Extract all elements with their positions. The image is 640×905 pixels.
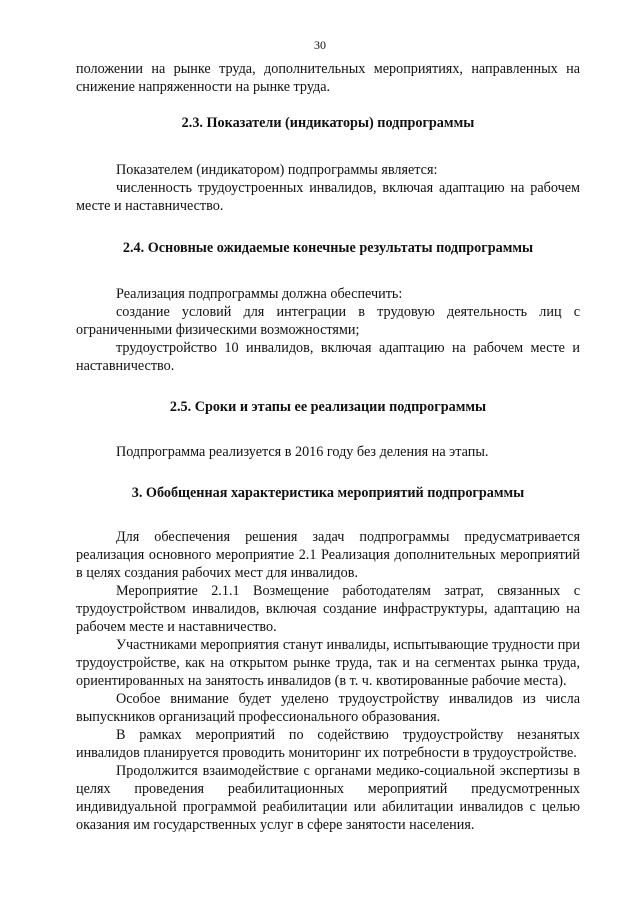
- paragraph: Мероприятие 2.1.1 Возмещение работодателям затрат, связанных с трудоустройством инвалидов, включая создание инфраструктуры, адаптацию на рабочем месте и наставничество.: [76, 583, 580, 635]
- document-body: [76, 60, 580, 834]
- section-heading-2-4: 2.4. Основные ожидаемые конечные результаты подпрограммы: [122, 240, 534, 256]
- paragraph: Подпрограмма реализуется в 2016 году без деления на этапы.: [116, 444, 489, 460]
- section-heading-2-3: 2.3. Показатели (индикаторы) подпрограммы: [181, 115, 475, 131]
- page-number: 30: [314, 38, 326, 52]
- section-heading-3: 3. Обобщенная характеристика мероприятий подпрограммы: [131, 485, 525, 501]
- paragraph: трудоустройство 10 инвалидов, включая адаптацию на рабочем месте и наставничество.: [76, 340, 580, 374]
- paragraph: Особое внимание будет уделено трудоустройству инвалидов из числа выпускников организаций профессионального образования.: [76, 691, 580, 725]
- paragraph: В рамках мероприятий по содействию трудоустройству незанятых инвалидов планируется проводить мониторинг их потребности в трудоустройстве.: [76, 727, 580, 761]
- paragraph: Реализация подпрограммы должна обеспечить:: [116, 286, 403, 302]
- paragraph: численность трудоустроенных инвалидов, включая адаптацию на рабочем месте и наставничество.: [76, 180, 580, 214]
- paragraph: Участниками мероприятия станут инвалиды, испытывающие трудности при трудоустройстве, как на открытом рынке труда, так и на сегментах рынка труда, ориентированных на занятость инвалидов (в т. ч. квотированные рабочие места).: [76, 637, 580, 689]
- paragraph: Показателем (индикатором) подпрограммы является:: [116, 162, 438, 178]
- paragraph: создание условий для интеграции в трудовую деятельность лиц с ограниченными физическими возможностями;: [76, 304, 580, 338]
- paragraph: Для обеспечения решения задач подпрограммы предусматривается реализация основного мероприятие 2.1 Реализация дополнительных мероприятий в целях создания рабочих мест для инвалидов.: [76, 529, 580, 581]
- paragraph: Продолжится взаимодействие с органами медико-социальной экспертизы в целях проведения реабилитационных мероприятий предусмотренных индивидуальной программой реабилитации или абилитации инвалидов с целью оказания им государственных услуг в сфере занятости населения.: [76, 763, 580, 833]
- paragraph-continuation: положении на рынке труда, дополнительных мероприятиях, направленных на снижение напряженности на рынке труда.: [76, 61, 580, 95]
- section-heading-2-5: 2.5. Сроки и этапы ее реализации подпрограммы: [169, 399, 487, 415]
